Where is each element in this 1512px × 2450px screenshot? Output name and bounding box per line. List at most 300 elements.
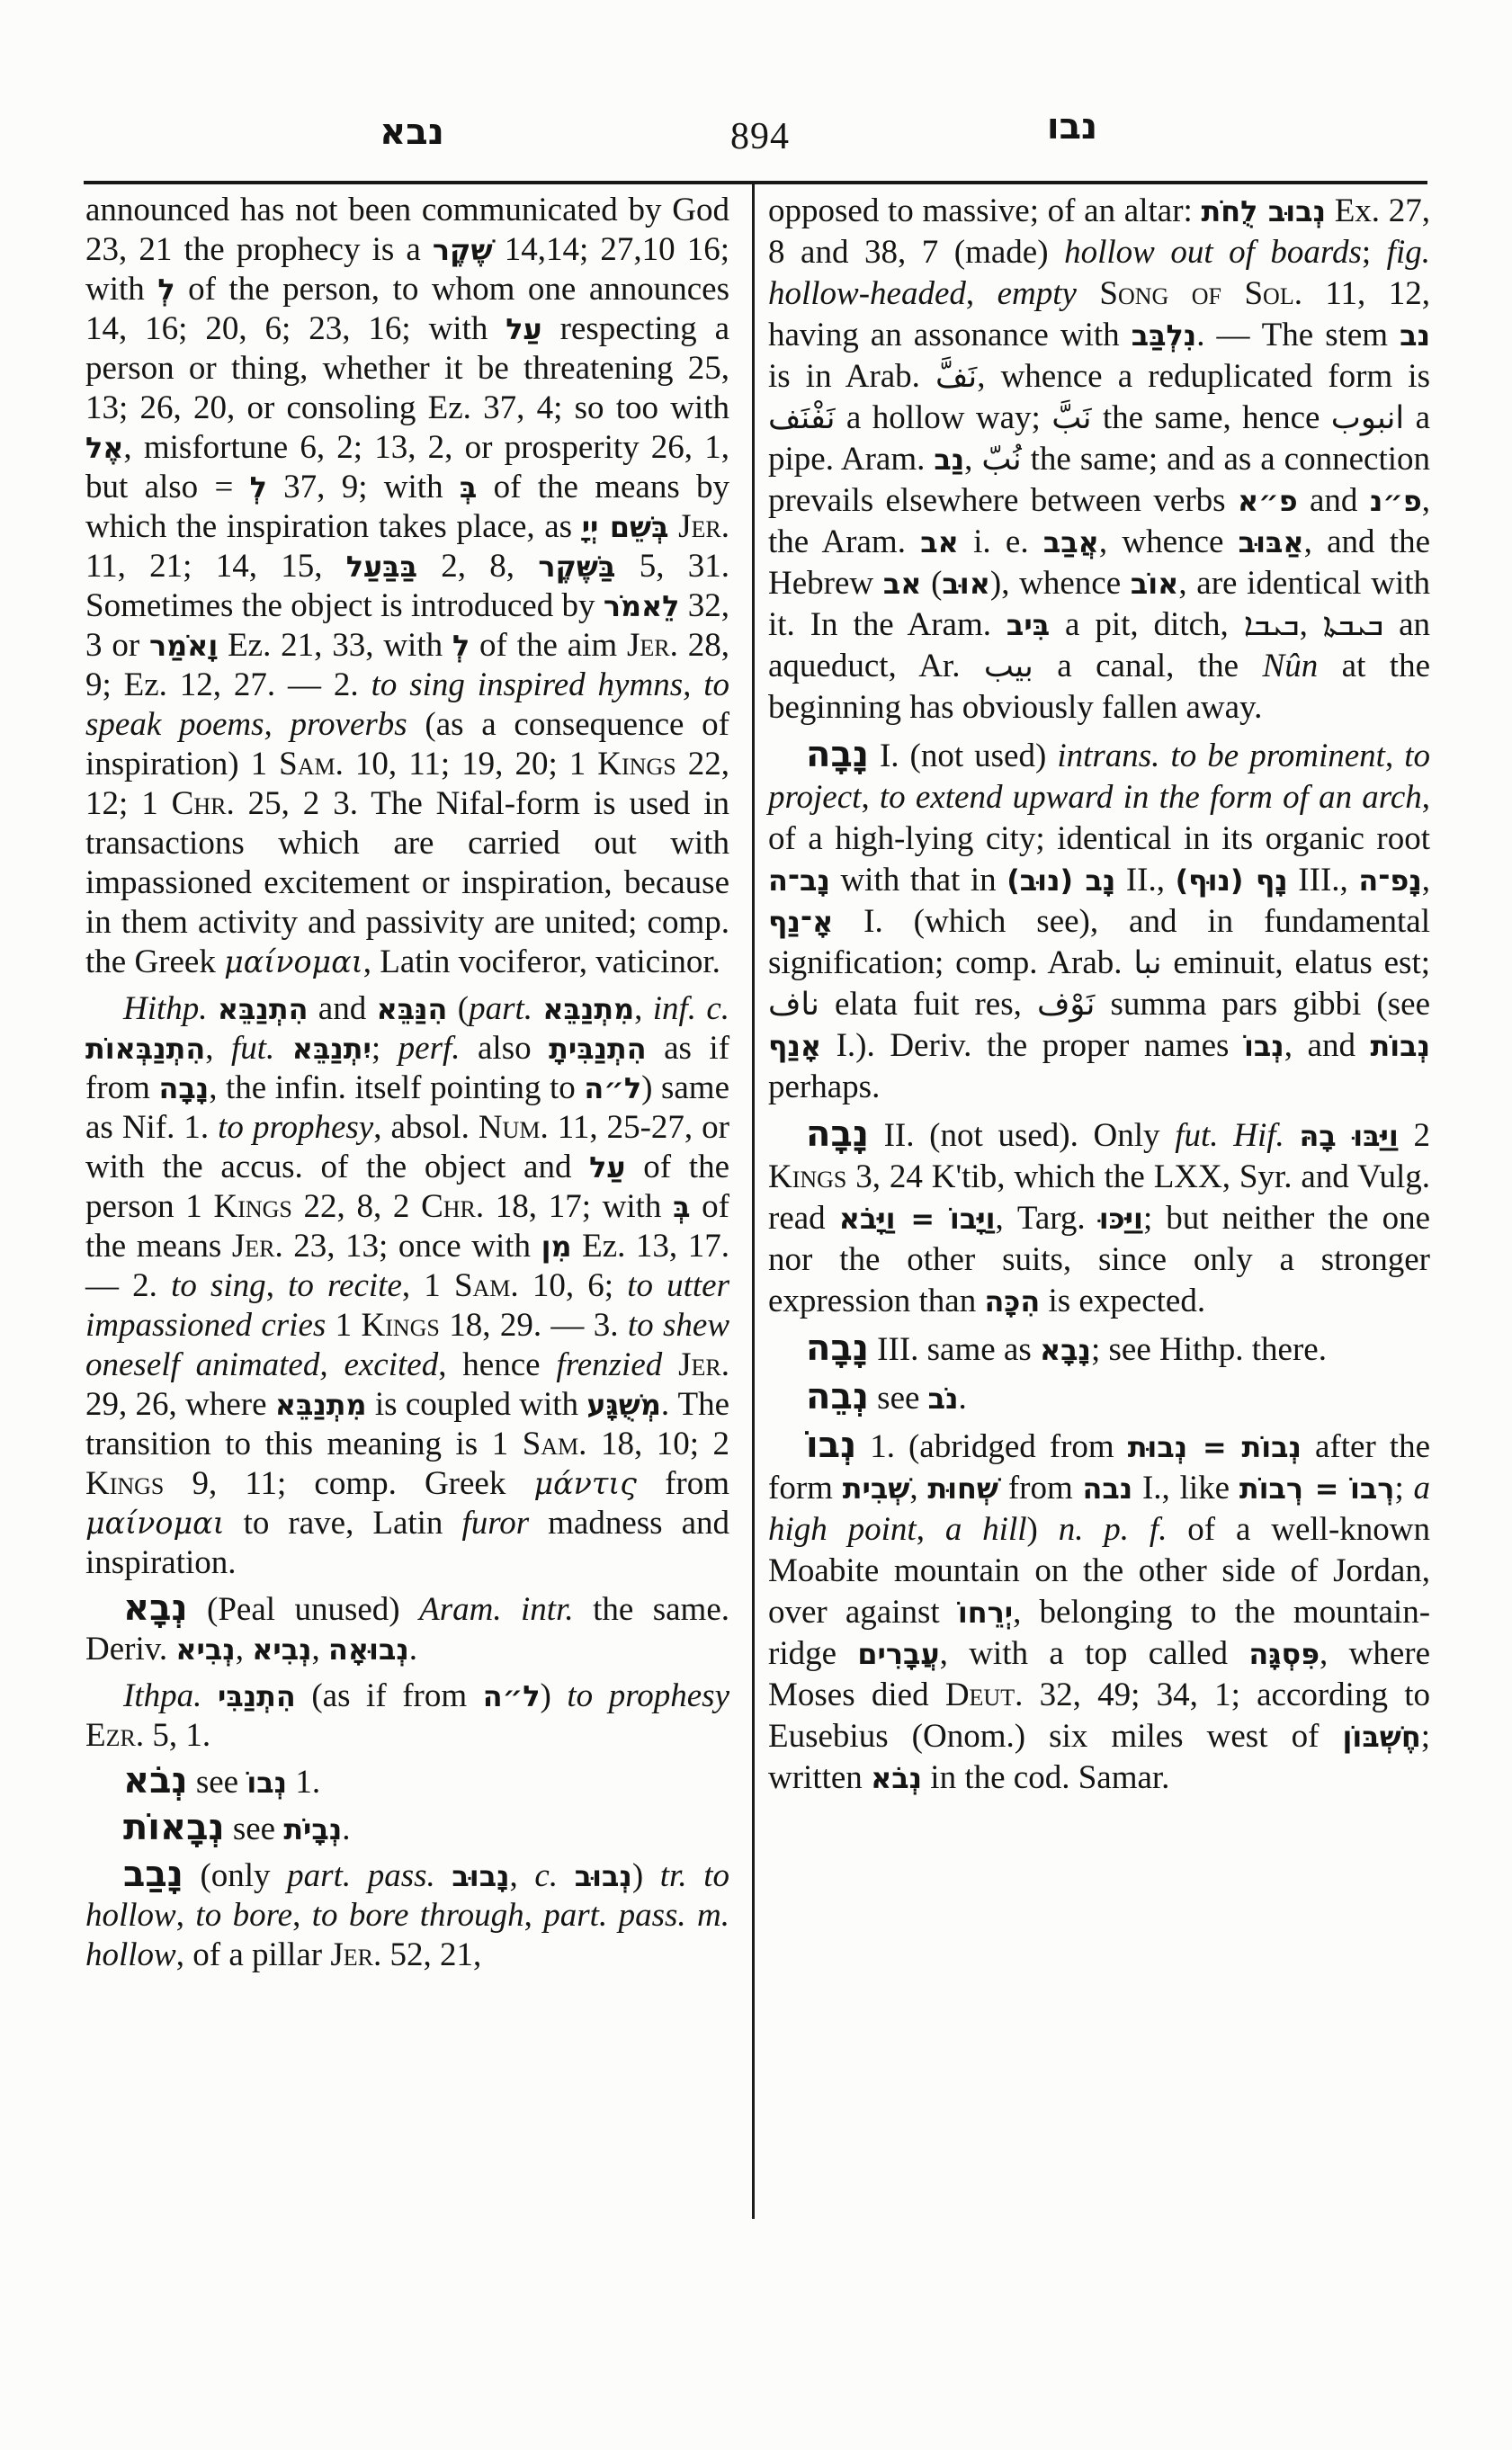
text-run: بيب — [983, 648, 1033, 684]
text-run: 5, 1. — [144, 1717, 211, 1754]
text-run: نَوْف — [1037, 986, 1096, 1023]
text-run: Ez. 13, 17. — 2. — [85, 1228, 729, 1304]
text-run: to prophesy — [567, 1677, 729, 1714]
text-run: i. e. — [958, 523, 1043, 560]
text-run: אוֹב — [1130, 567, 1179, 601]
text-run: , — [909, 1470, 928, 1507]
text-run: נְבוּאָה — [328, 1632, 409, 1667]
text-run: Kings — [768, 1158, 847, 1195]
text-run: Kings — [213, 1188, 292, 1225]
text-run: נְבֵה — [806, 1376, 869, 1417]
text-run: פ״נ — [1369, 484, 1422, 518]
text-run: אָנַף — [768, 1029, 822, 1063]
text-run: μάντις — [533, 1466, 637, 1501]
text-run: Chr. — [421, 1188, 485, 1225]
text-run: Sam. — [522, 1426, 587, 1462]
text-run: , — [292, 1897, 312, 1934]
text-run: אֶל — [85, 431, 124, 465]
text-run: fig. hollow-headed — [768, 234, 1430, 312]
text-run: . — [958, 1380, 967, 1417]
text-run: 10, 6; — [518, 1267, 628, 1304]
left-column — [85, 191, 729, 1975]
text-run: נְבָאוֹת — [123, 1807, 225, 1848]
text-run: 9, 11; comp. Greek — [164, 1465, 534, 1502]
text-run: אוּב — [942, 567, 990, 601]
text-run: of the aim — [470, 627, 628, 664]
text-run: also — [460, 1030, 550, 1067]
text-run: נָבָה — [806, 734, 869, 775]
text-run: Song of Sol. — [1099, 275, 1302, 312]
text-run: , of a pillar — [175, 1936, 331, 1973]
header-rule — [84, 181, 1427, 184]
text-run: נב — [1400, 318, 1430, 353]
text-run: נָף (נוּף) — [1175, 863, 1288, 898]
text-run: יִתְנַבֵּא — [291, 1032, 371, 1066]
text-run: נָבָה — [806, 1328, 869, 1369]
text-run: לְ — [249, 470, 267, 505]
text-run: نَفْنَف — [768, 399, 836, 436]
text-run: fut. — [230, 1030, 292, 1067]
entry-navah-1 — [768, 736, 1430, 1108]
text-run: נָב (נוּב) — [1007, 863, 1116, 898]
text-run: בַּשֶּׁקֶר — [538, 550, 616, 584]
text-run: ; see Hithp. there. — [1090, 1331, 1327, 1368]
text-run: part. pass. — [287, 1857, 452, 1894]
text-run: ל״ה — [584, 1071, 642, 1105]
text-run: וָאֹמַר — [148, 629, 219, 663]
text-run: בְּ — [459, 470, 478, 505]
text-run: , — [235, 1631, 253, 1668]
text-run: , — [175, 1897, 196, 1934]
text-run: the same. Deriv. — [85, 1591, 730, 1668]
text-run: inf. c. — [652, 990, 730, 1027]
text-run: III., — [1287, 862, 1359, 899]
text-run: Num. — [478, 1109, 549, 1146]
text-run: עֲבָרִים — [857, 1637, 940, 1671]
text-run: לֵאמֹר — [603, 589, 680, 623]
text-run: empty — [997, 275, 1077, 312]
text-run: נָבָה — [158, 1071, 210, 1105]
text-run: וַיַּבּוּ בָהּ — [1299, 1119, 1399, 1153]
text-run: Jer. — [627, 627, 678, 664]
text-run: עַל — [505, 312, 542, 346]
text-run: . — The stem — [1196, 317, 1400, 353]
text-run: n. p. f. — [1058, 1511, 1168, 1548]
text-run: וַיַּכּוּ — [1098, 1202, 1143, 1236]
text-run: נְבוֹ — [806, 1425, 857, 1466]
text-run: 1. — [287, 1764, 321, 1801]
text-run: , — [1299, 606, 1323, 643]
text-run: نَفَّ — [935, 358, 978, 395]
text-run: , whence — [1098, 523, 1239, 560]
text-run: 18, 17; with — [484, 1188, 674, 1225]
text-run: , hence — [438, 1346, 557, 1383]
text-run: Deut. — [944, 1677, 1024, 1713]
text-run: Ez. 21, 33, with — [218, 627, 452, 664]
text-run: ; — [1394, 1470, 1414, 1507]
text-run: in the cod. Samar. — [922, 1759, 1170, 1796]
text-run: ܒܝܒܐ — [1243, 606, 1300, 643]
text-run: μαίνομαι — [224, 944, 363, 979]
text-run: נָב־ה — [768, 863, 830, 898]
entry-navav — [85, 1856, 729, 1975]
text-run: 32, 3 or — [85, 587, 730, 664]
text-run: נְבִיא — [252, 1632, 312, 1667]
text-run: intrans. to be prominent — [1057, 738, 1385, 774]
text-run: part. — [469, 990, 543, 1027]
text-run: Jer. — [330, 1936, 382, 1973]
text-run: נְבוֹת = נְבוּת — [1127, 1430, 1302, 1464]
text-run: נְבִיא — [175, 1632, 236, 1667]
text-run: to utter impassioned cries — [85, 1267, 730, 1344]
text-run: נַב — [934, 443, 965, 477]
text-run: , of a high-lying city; identical in its organic root — [768, 779, 1431, 857]
text-run: נָבָה — [806, 1113, 869, 1155]
text-run: is expected. — [1040, 1283, 1206, 1319]
text-run: Sam. — [279, 746, 344, 782]
text-run: I. (not used) — [868, 738, 1058, 774]
text-run: to sing inspired hymns, to speak poems, proverbs — [85, 666, 729, 743]
text-run: חֶשְׁבּוֹן — [1342, 1720, 1421, 1754]
text-run: , and the Hebrew — [768, 523, 1431, 602]
text-run: to extend upward in the form of an arch — [879, 779, 1422, 816]
text-run: , — [311, 1631, 329, 1668]
text-run: הִתְנַבֵּא — [217, 992, 309, 1026]
text-run: the same, hence — [1091, 399, 1331, 436]
text-run: אב — [920, 525, 959, 559]
text-run: 10, 11; 19, 20; 1 — [343, 746, 598, 782]
continuation-paragraph-navuv — [768, 191, 1430, 729]
text-run: 22, 8, 2 — [291, 1188, 422, 1225]
text-run: , the infin. itself pointing to — [209, 1069, 585, 1106]
text-run: נְבָיֹת — [283, 1812, 343, 1846]
text-run: ; — [371, 1030, 398, 1067]
text-run: announced has not been communicated by God 23, 21 the prophecy is a — [85, 192, 729, 268]
entry-navah-2 — [768, 1115, 1430, 1322]
text-run: eminuit, elatus est; — [1161, 944, 1430, 981]
text-run: , are identical with it. In the Aram. — [768, 565, 1430, 643]
text-run: after the form — [768, 1428, 1430, 1507]
text-run: , Latin vociferor, vaticinor. — [362, 943, 720, 980]
continuation-paragraph-nifal — [85, 191, 729, 982]
text-run: ) — [540, 1677, 568, 1714]
text-run — [1284, 1117, 1300, 1154]
text-run: הִתְנַבִּי — [217, 1679, 296, 1713]
text-run — [1077, 275, 1099, 312]
text-run: a high point — [768, 1470, 1431, 1548]
text-run: . — [408, 1631, 418, 1668]
text-run: (Peal unused) — [187, 1591, 420, 1628]
text-run: a pipe. Aram. — [768, 399, 1430, 478]
text-run: ) — [631, 1857, 660, 1894]
text-run: μαίνομαι — [85, 1506, 225, 1541]
text-run: 18, 29. — 3. — [439, 1307, 628, 1344]
text-run: elata fuit res, — [819, 986, 1037, 1023]
text-run: نَبَّ — [1051, 399, 1092, 436]
text-run: Kings — [85, 1465, 165, 1502]
text-run: Ezr. — [85, 1717, 145, 1754]
text-run: of the person 1 — [85, 1149, 729, 1225]
text-run: , — [861, 779, 880, 816]
text-run: I.). Deriv. the proper names — [821, 1027, 1244, 1064]
text-run: a hollow way; — [835, 399, 1052, 436]
text-run: מְשֻׁגָּע — [586, 1388, 661, 1422]
right-column — [768, 191, 1430, 1799]
text-run: to prophesy — [218, 1109, 374, 1146]
text-run: I., like — [1132, 1470, 1239, 1507]
text-run: 25, 2 3. The Nifal-form is used in transactions which are carried out with impassioned excitement or inspiration, because in them activity and passivity are united; comp. the Greek — [85, 785, 730, 980]
text-run: יְרֵחוֹ — [957, 1596, 1014, 1630]
text-run: Aram. intr. — [419, 1591, 574, 1628]
text-run: , with a top called — [939, 1635, 1249, 1672]
text-run: , absol. — [373, 1109, 479, 1146]
text-run: 3, 24 K'tib, which the LXX, Syr. and Vulg. read — [768, 1158, 1430, 1237]
crossref-nevaot — [85, 1807, 729, 1849]
text-run: נְבוֹ — [1243, 1029, 1284, 1063]
text-run: a pit, ditch, — [1050, 606, 1244, 643]
hithpael-paragraph — [85, 989, 729, 1583]
text-run: , where Moses died — [768, 1635, 1430, 1713]
text-run: 28, 9; Ez. 12, 27. — 2. — [85, 627, 729, 703]
text-run: נָפ־ה — [1358, 863, 1422, 898]
text-run: פ״א — [1237, 484, 1298, 518]
text-run: בַּבַּעַל — [345, 550, 417, 584]
text-run: , — [916, 1511, 945, 1548]
text-run: 32, 49; 34, 1; according to Eusebius (Onom.) six miles west of — [768, 1677, 1430, 1755]
text-run: summa pars gibbi (see — [1095, 986, 1430, 1023]
text-run: הִכָּה — [984, 1284, 1041, 1319]
text-run: ; written — [768, 1718, 1430, 1796]
text-run: 11, 12, having an assonance with — [768, 275, 1430, 353]
text-run: II. (not used). Only — [868, 1117, 1176, 1154]
text-run: לְ — [452, 629, 470, 663]
text-run: tr. to hollow — [85, 1857, 729, 1934]
text-run: , — [964, 441, 982, 478]
text-run: נְבוּב — [574, 1859, 632, 1893]
text-run: , the Aram. — [768, 482, 1430, 560]
text-run: 11, 21; 14, 15, — [85, 548, 346, 585]
text-run: ; but neither the one nor the other suits, since only a stronger expression than — [768, 1200, 1431, 1319]
text-run: c. — [534, 1857, 575, 1894]
text-run: 2 — [1398, 1117, 1431, 1154]
text-run: הִתְנַבִּיתָ — [549, 1032, 647, 1066]
text-run: Ex. 27, 8 and 38, 7 (made) — [768, 192, 1430, 271]
page-number: 894 — [730, 116, 790, 157]
text-run: נָבַב — [123, 1854, 183, 1895]
text-run: opposed to massive; of an altar: — [768, 192, 1202, 229]
text-run: ל״ה — [482, 1679, 541, 1713]
text-run: II., — [1115, 862, 1176, 899]
text-run: נְבֹא — [871, 1761, 923, 1795]
text-run: to shew oneself animated, excited — [85, 1307, 730, 1383]
text-run: to recite — [288, 1267, 402, 1304]
text-run: madness and inspiration. — [85, 1505, 729, 1581]
text-run: Jer. — [678, 1346, 729, 1383]
text-run: to project — [768, 738, 1430, 816]
text-run: . — [342, 1811, 351, 1847]
text-run: a hill — [944, 1511, 1027, 1548]
text-run: הִתְנַבְּאוֹת — [85, 1032, 206, 1066]
text-run: ناف — [768, 986, 819, 1023]
text-run: with that in — [829, 862, 1007, 899]
text-run: אב — [882, 567, 922, 601]
text-run: עַל — [589, 1150, 626, 1185]
text-run: , whence a reduplicated form is — [977, 358, 1430, 395]
text-run: , 1 — [401, 1267, 454, 1304]
text-run: نبا — [1133, 944, 1162, 981]
text-run: انبوب — [1330, 399, 1405, 436]
text-run: from — [636, 1465, 729, 1502]
text-run: ), whence — [989, 565, 1131, 602]
text-run: נִלְבַּב — [1131, 318, 1197, 353]
text-run: ( — [921, 565, 943, 602]
text-run: בְּשֵׁם יְיָ — [581, 510, 669, 544]
text-run: נֹב — [927, 1381, 959, 1416]
text-run: אֲבַב — [1042, 525, 1099, 559]
text-run: נְבֹא — [123, 1760, 188, 1802]
text-run: , and — [1284, 1027, 1371, 1064]
text-run: furor — [461, 1505, 530, 1542]
text-run: , — [1421, 862, 1430, 899]
text-run: , — [634, 990, 653, 1027]
text-run: מִן — [541, 1229, 572, 1264]
text-run: Kings — [361, 1307, 440, 1344]
text-run: at the beginning has obviously fallen away. — [768, 648, 1431, 726]
text-run: an aqueduct, Ar. — [768, 606, 1431, 684]
text-run: הִנַּבֵּא — [376, 992, 448, 1026]
text-run: Hithp. — [123, 990, 218, 1027]
text-run: נְבוֹת — [1370, 1029, 1430, 1063]
text-run: שֶׁקֶר — [432, 233, 493, 267]
text-run: ܒܝܒܬܐ — [1322, 606, 1384, 643]
crossref-neveh — [768, 1378, 1430, 1419]
text-run: מִתְנַבֵּא — [274, 1388, 367, 1422]
column-divider-rule — [752, 184, 755, 2219]
text-run: נבה — [1082, 1471, 1133, 1506]
text-run: שְׁבִית — [842, 1471, 910, 1506]
text-run: רְבוֹ = רְבוֹת — [1239, 1471, 1395, 1506]
text-run: ) — [1026, 1511, 1059, 1548]
text-run: fut. Hif. — [1175, 1117, 1284, 1154]
text-run: 29, 26, where — [85, 1386, 275, 1423]
text-run: 5, 31. Sometimes the object is introduced by — [85, 548, 729, 624]
text-run: (as a consequence of inspiration) 1 — [85, 706, 729, 782]
text-run: מִתְנַבֵּא — [542, 992, 635, 1026]
text-run: Jer. — [678, 508, 730, 545]
text-run: אַבּוּב — [1238, 525, 1304, 559]
text-run: (only — [183, 1857, 288, 1894]
text-run: , belonging to the mountain-ridge — [768, 1594, 1431, 1672]
text-run: of the means by which the inspiration takes place, as — [85, 469, 730, 545]
text-run: see — [224, 1811, 284, 1847]
text-run: ( — [447, 990, 470, 1027]
text-run: I. (which see), and in fundamental signification; comp. Arab. — [768, 903, 1430, 981]
text-run: נְבָא — [123, 1587, 188, 1629]
text-run: to rave, Latin — [224, 1505, 462, 1542]
text-run: to sing — [171, 1267, 266, 1304]
text-run: 18, 10; 2 — [586, 1426, 729, 1462]
text-run: see — [187, 1764, 247, 1801]
text-run: ) same as Nif. 1. — [85, 1069, 729, 1146]
ithpael-paragraph — [85, 1677, 729, 1756]
text-run: Sam. — [453, 1267, 519, 1304]
text-run: and — [308, 990, 377, 1027]
text-run: ; — [1361, 234, 1387, 271]
text-run: 37, 9; with — [266, 469, 460, 505]
entry-navah-3 — [768, 1329, 1430, 1371]
text-run: , — [265, 1267, 289, 1304]
text-run: and — [1297, 482, 1370, 519]
text-run: frenzied — [556, 1346, 663, 1383]
entry-neva-aramaic — [85, 1587, 730, 1669]
text-run: respecting a person or thing, whether it be threatening 25, 13; 26, 20, or consoling Ez. 37, 4; so too with — [85, 310, 729, 426]
text-run: hollow out of boards — [1064, 234, 1362, 271]
text-run: the same; and as a connection prevails elsewhere between verbs — [768, 441, 1430, 519]
text-run: לְ — [157, 273, 175, 307]
text-run: שְׁחוּת — [927, 1471, 999, 1506]
text-run: as if from — [85, 1030, 730, 1106]
text-run: Kings — [597, 746, 676, 782]
text-run: to bore — [195, 1897, 293, 1934]
text-run: نُبّ — [981, 441, 1022, 478]
text-run: see — [868, 1380, 928, 1417]
text-run: 1 — [326, 1307, 362, 1344]
text-run: , — [205, 1030, 231, 1067]
text-run: 1. (abridged from — [856, 1428, 1128, 1465]
text-run: 52, 21, — [381, 1936, 482, 1973]
text-run: of a well-known Moabite mountain on the other side of Jordan, over against — [768, 1511, 1431, 1631]
text-run: of the person, to whom one announces 14, 16; 20, 6; 23, 16; with — [85, 271, 729, 347]
text-run: Ithpa. — [123, 1677, 218, 1714]
text-run: , Targ. — [995, 1200, 1099, 1237]
running-head-right-headword: נבו — [1046, 106, 1098, 148]
text-run: , — [965, 275, 998, 312]
text-run: בְּ — [673, 1190, 691, 1224]
text-run: 2, 8, — [416, 548, 539, 585]
text-run: נְבוֹ — [246, 1766, 288, 1800]
text-run: is in Arab. — [768, 358, 936, 395]
text-run — [669, 508, 679, 545]
text-run: Jer. — [231, 1228, 283, 1265]
text-run: פִּסְגָּה — [1248, 1637, 1320, 1671]
text-run — [662, 1346, 678, 1383]
text-run: Nûn — [1262, 648, 1319, 684]
text-run: . The transition to this meaning is 1 — [85, 1386, 729, 1462]
text-run: part. pass. m. hollow — [85, 1897, 730, 1973]
text-run: Chr. — [171, 785, 235, 822]
text-run: from — [998, 1470, 1083, 1507]
text-run: 14,14; 27,10 16; with — [85, 231, 729, 308]
text-run: נָבָא — [1039, 1333, 1091, 1367]
text-run: נְבוּב לֻחֹת — [1201, 194, 1326, 228]
text-run: to bore through — [311, 1897, 524, 1934]
text-run: בִּיב — [1006, 608, 1051, 642]
text-run: 23, 13; once with — [282, 1228, 541, 1265]
text-run: אָ־נַף — [768, 905, 834, 939]
text-run: a canal, the — [1033, 648, 1263, 684]
text-run: perhaps. — [768, 1069, 881, 1105]
entry-nevo — [768, 1426, 1430, 1799]
text-run: of the means — [85, 1188, 729, 1265]
text-run: , — [509, 1857, 535, 1894]
text-run: , — [1384, 738, 1405, 774]
text-run: 22, 12; 1 — [85, 746, 729, 822]
text-run: 11, 25-27, or with the accus. of the object and — [85, 1109, 729, 1185]
text-run: III. same as — [868, 1331, 1040, 1368]
text-run: , — [523, 1897, 544, 1934]
text-run: , misfortune 6, 2; 13, 2, or prosperity 26, 1, but also = — [85, 429, 729, 505]
running-head-left-headword: נבא — [380, 112, 444, 153]
